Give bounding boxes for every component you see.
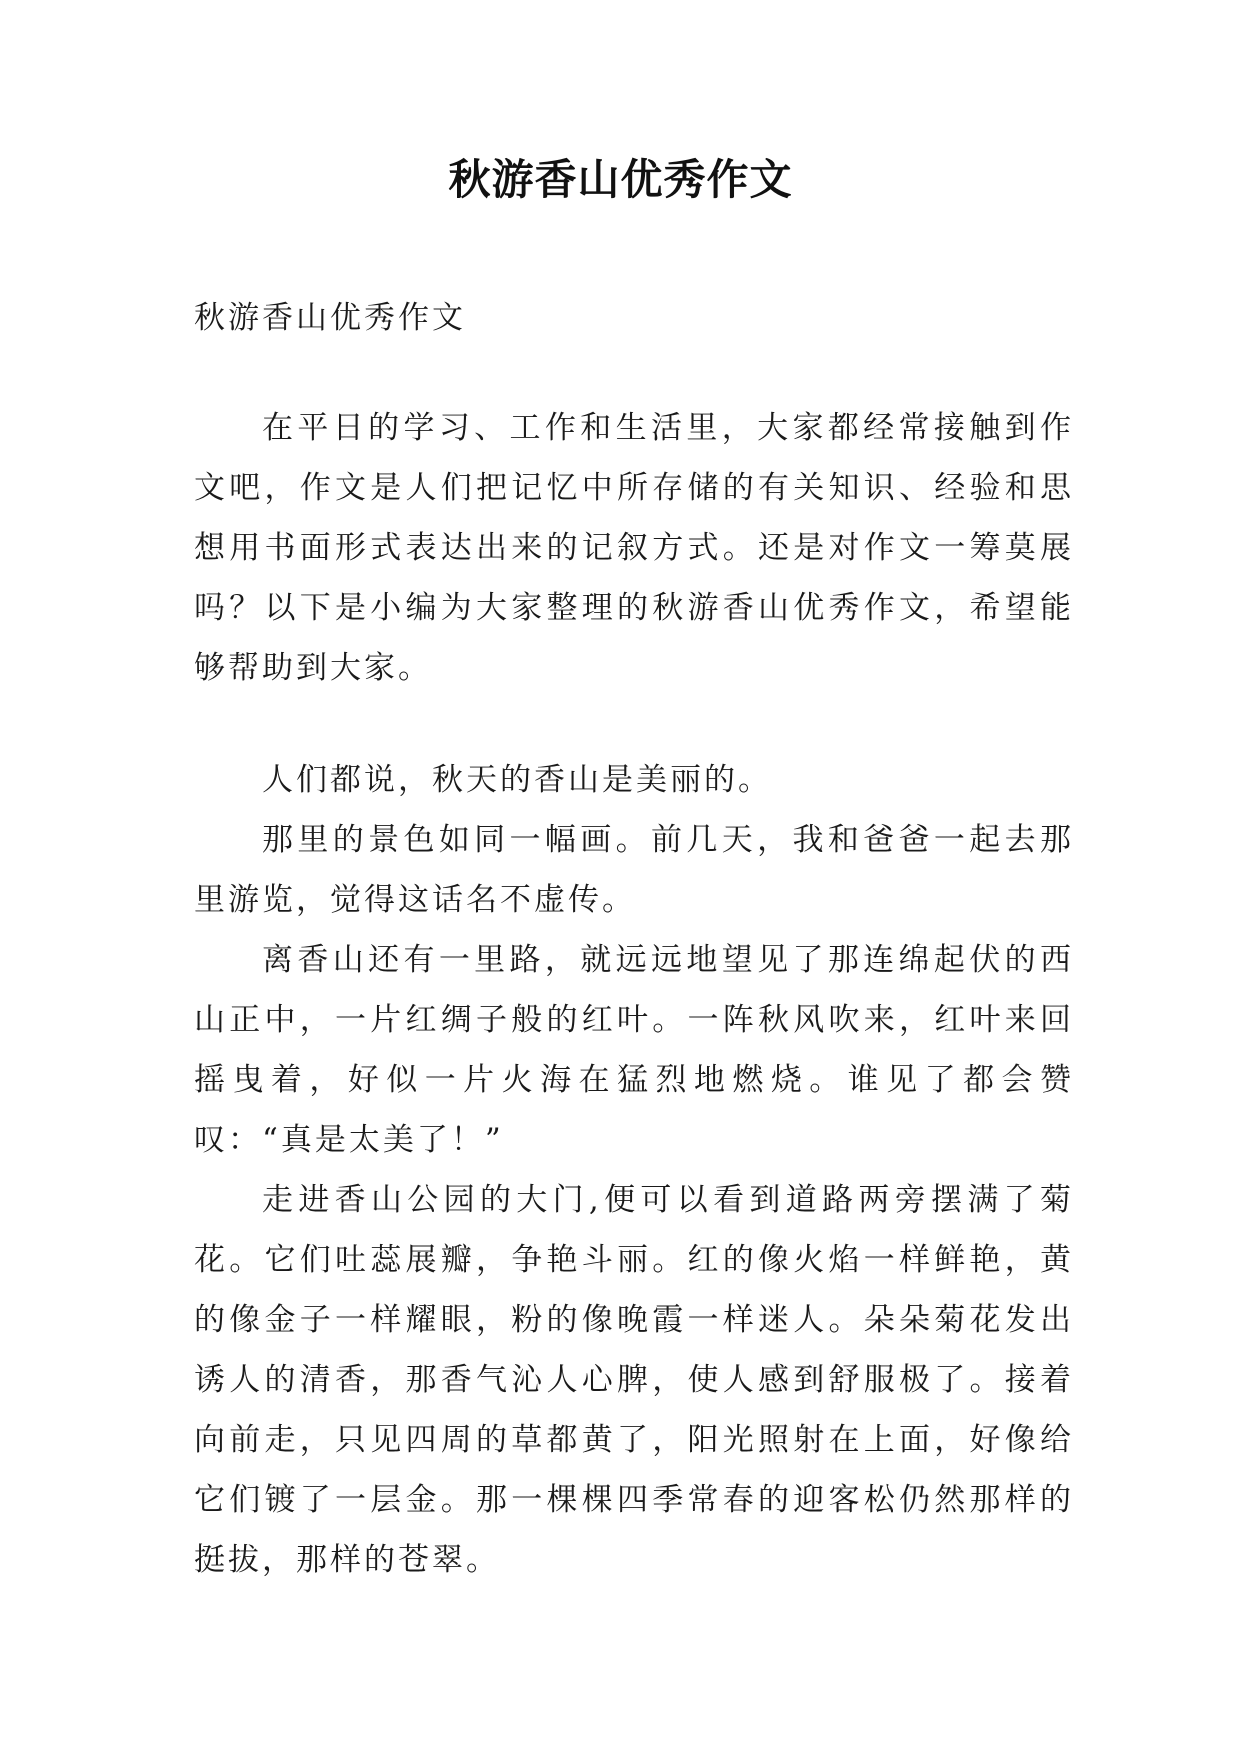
spacer (194, 348, 1074, 398)
paragraph-intro: 在平日的学习、工作和生活里，大家都经常接触到作文吧，作文是人们把记忆中所存储的有关知识、经验和思想用书面形式表达出来的记叙方式。还是对作文一筹莫展吗？以下是小编为大家整理的秋游香山优秀作文，希望能够帮助到大家。 (194, 410, 1074, 686)
paragraph: 走进香山公园的大门,便可以看到道路两旁摆满了菊花。它们吐蕊展瓣，争艳斗丽。红的像火焰一样鲜艳，黄的像金子一样耀眼，粉的像晚霞一样迷人。朵朵菊花发出诱人的清香，那香气沁人心脾，使人感到舒服极了。接着向前走，只见四周的草都黄了，阳光照射在上面，好像给它们镀了一层金。那一棵棵四季常春的迎客松仍然那样的挺拔，那样的苍翠。 (194, 1182, 1074, 1578)
paragraph: 人们都说，秋天的香山是美丽的。 (262, 762, 772, 798)
document-body (194, 288, 1074, 1590)
document-subtitle: 秋游香山优秀作文 (194, 300, 466, 336)
document-title: 秋游香山优秀作文 (448, 155, 793, 204)
spacer (194, 698, 1074, 750)
paragraph: 离香山还有一里路，就远远地望见了那连绵起伏的西山正中，一片红绸子般的红叶。一阵秋风吹来，红叶来回摇曳着，好似一片火海在猛烈地燃烧。谁见了都会赞叹：“真是太美了！” (194, 942, 1074, 1158)
paragraph: 那里的景色如同一幅画。前几天，我和爸爸一起去那里游览，觉得这话名不虚传。 (194, 822, 1074, 918)
